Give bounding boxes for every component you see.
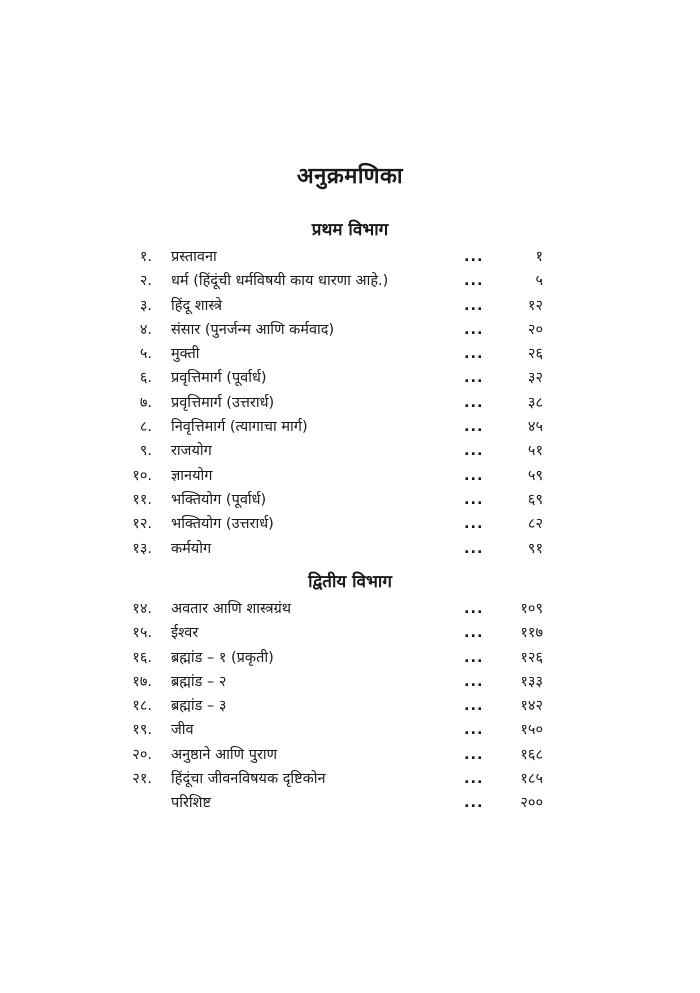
entry-title: भक्तियोग (पूर्वार्ध) bbox=[171, 491, 267, 508]
toc-entry bbox=[0, 646, 700, 670]
entry-title: ब्रह्मांड – ३ bbox=[171, 698, 227, 715]
leader-dots: ... bbox=[464, 467, 484, 484]
leader-dots: ... bbox=[464, 722, 484, 739]
entry-title: अवतार आणि शास्त्रग्रंथ bbox=[171, 601, 292, 617]
toc-entry bbox=[0, 415, 700, 439]
entry-page-number: १३३ bbox=[520, 673, 543, 690]
leader-dots: ... bbox=[464, 601, 484, 617]
section-heading-first: प्रथम विभाग bbox=[311, 220, 389, 240]
entry-page-number: २०० bbox=[520, 795, 543, 812]
entry-title: अनुष्ठाने आणि पुराण bbox=[171, 746, 278, 763]
entry-title: मुक्ती bbox=[171, 346, 200, 363]
entry-title: प्रस्तावना bbox=[171, 249, 217, 265]
leader-dots: ... bbox=[464, 516, 484, 533]
entry-number: १९. bbox=[132, 722, 152, 739]
leader-dots: ... bbox=[464, 370, 484, 387]
toc-entry bbox=[0, 791, 700, 815]
entry-title: राजयोग bbox=[171, 443, 212, 460]
entry-title: प्रवृत्तिमार्ग (उत्तरार्ध) bbox=[171, 394, 275, 411]
entry-page-number: १०९ bbox=[520, 601, 543, 617]
leader-dots: ... bbox=[464, 443, 484, 460]
toc-entry bbox=[0, 537, 700, 561]
entry-title: हिंदू शास्त्रे bbox=[171, 297, 223, 314]
leader-dots: ... bbox=[464, 540, 484, 557]
leader-dots: ... bbox=[464, 625, 484, 642]
toc-entry bbox=[0, 318, 700, 342]
entry-page-number: १५० bbox=[520, 722, 543, 739]
entry-page-number: १२ bbox=[527, 297, 543, 314]
entry-page-number: ४५ bbox=[527, 419, 543, 436]
toc-list-first-section bbox=[0, 245, 700, 561]
toc-entry bbox=[0, 597, 700, 621]
entry-number: ७. bbox=[139, 394, 152, 411]
entry-title: ईश्वर bbox=[171, 625, 199, 642]
section-heading-second: द्वितीय विभाग bbox=[308, 572, 392, 592]
entry-number: ५. bbox=[139, 346, 152, 363]
entry-number: १५. bbox=[132, 625, 152, 642]
entry-number: २१. bbox=[132, 771, 152, 788]
entry-number: २. bbox=[139, 273, 152, 290]
entry-title: ब्रह्मांड – २ bbox=[171, 673, 227, 690]
toc-entry bbox=[0, 512, 700, 536]
entry-number: ११. bbox=[132, 491, 152, 508]
toc-entry bbox=[0, 464, 700, 488]
entry-page-number: २० bbox=[527, 321, 543, 338]
entry-page-number: ९१ bbox=[527, 540, 543, 557]
entry-title: ज्ञानयोग bbox=[171, 467, 213, 484]
entry-page-number: ६९ bbox=[527, 491, 543, 508]
entry-number: ३. bbox=[139, 297, 152, 314]
toc-list-second-section bbox=[0, 597, 700, 816]
entry-page-number: ३८ bbox=[527, 394, 543, 411]
entry-number: १२. bbox=[132, 516, 152, 533]
toc-entry bbox=[0, 670, 700, 694]
entry-title: हिंदूंचा जीवनविषयक दृष्टिकोन bbox=[171, 771, 326, 788]
leader-dots: ... bbox=[464, 698, 484, 715]
entry-number: ८. bbox=[139, 419, 152, 436]
entry-page-number: १६८ bbox=[520, 746, 543, 763]
entry-number: १३. bbox=[132, 540, 152, 557]
entry-page-number: ८२ bbox=[527, 516, 543, 533]
leader-dots: ... bbox=[464, 394, 484, 411]
entry-number: २०. bbox=[132, 746, 152, 763]
entry-page-number: १८५ bbox=[520, 771, 543, 788]
toc-entry bbox=[0, 245, 700, 269]
entry-page-number: २६ bbox=[527, 346, 543, 363]
entry-title: कर्मयोग bbox=[171, 540, 212, 557]
entry-page-number: ५९ bbox=[527, 467, 543, 484]
leader-dots: ... bbox=[464, 321, 484, 338]
entry-page-number: १२६ bbox=[520, 649, 543, 666]
entry-number: १४. bbox=[132, 601, 152, 617]
entry-page-number: ५१ bbox=[527, 443, 543, 460]
toc-entry bbox=[0, 439, 700, 463]
toc-entry bbox=[0, 767, 700, 791]
entry-page-number: १ bbox=[535, 249, 543, 265]
entry-page-number: ११७ bbox=[520, 625, 543, 642]
leader-dots: ... bbox=[464, 419, 484, 436]
leader-dots: ... bbox=[464, 346, 484, 363]
leader-dots: ... bbox=[464, 673, 484, 690]
entry-title: प्रवृत्तिमार्ग (पूर्वार्ध) bbox=[171, 370, 267, 387]
entry-title: परिशिष्ट bbox=[171, 795, 212, 812]
entry-number: १७. bbox=[132, 673, 152, 690]
leader-dots: ... bbox=[464, 491, 484, 508]
entry-title: निवृत्तिमार्ग (त्यागाचा मार्ग) bbox=[171, 419, 308, 436]
entry-title: जीव bbox=[171, 722, 194, 739]
toc-entry bbox=[0, 269, 700, 293]
entry-title: संसार (पुनर्जन्म आणि कर्मवाद) bbox=[171, 321, 335, 338]
toc-entry bbox=[0, 694, 700, 718]
leader-dots: ... bbox=[464, 273, 484, 290]
toc-entry bbox=[0, 391, 700, 415]
toc-entry bbox=[0, 743, 700, 767]
entry-page-number: ५ bbox=[535, 273, 543, 290]
leader-dots: ... bbox=[464, 746, 484, 763]
toc-entry bbox=[0, 342, 700, 366]
leader-dots: ... bbox=[464, 771, 484, 788]
entry-number: १६. bbox=[132, 649, 152, 666]
leader-dots: ... bbox=[464, 249, 484, 265]
leader-dots: ... bbox=[464, 297, 484, 314]
entry-page-number: १४२ bbox=[520, 698, 543, 715]
entry-number: ४. bbox=[139, 321, 152, 338]
toc-entry bbox=[0, 621, 700, 645]
toc-entry bbox=[0, 366, 700, 390]
entry-number: १८. bbox=[132, 698, 152, 715]
entry-number: ९. bbox=[139, 443, 152, 460]
page-title: अनुक्रमणिका bbox=[296, 164, 404, 189]
toc-entry bbox=[0, 718, 700, 742]
toc-entry bbox=[0, 294, 700, 318]
entry-number: ६. bbox=[139, 370, 152, 387]
entry-page-number: ३२ bbox=[527, 370, 543, 387]
toc-entry bbox=[0, 488, 700, 512]
entry-number: १. bbox=[139, 249, 152, 265]
entry-number: १०. bbox=[132, 467, 152, 484]
entry-title: ब्रह्मांड – १ (प्रकृती) bbox=[171, 649, 274, 666]
entry-title: धर्म (हिंदूंची धर्मविषयी काय धारणा आहे.) bbox=[171, 273, 389, 290]
leader-dots: ... bbox=[464, 649, 484, 666]
entry-title: भक्तियोग (उत्तरार्ध) bbox=[171, 516, 274, 533]
leader-dots: ... bbox=[464, 795, 484, 812]
